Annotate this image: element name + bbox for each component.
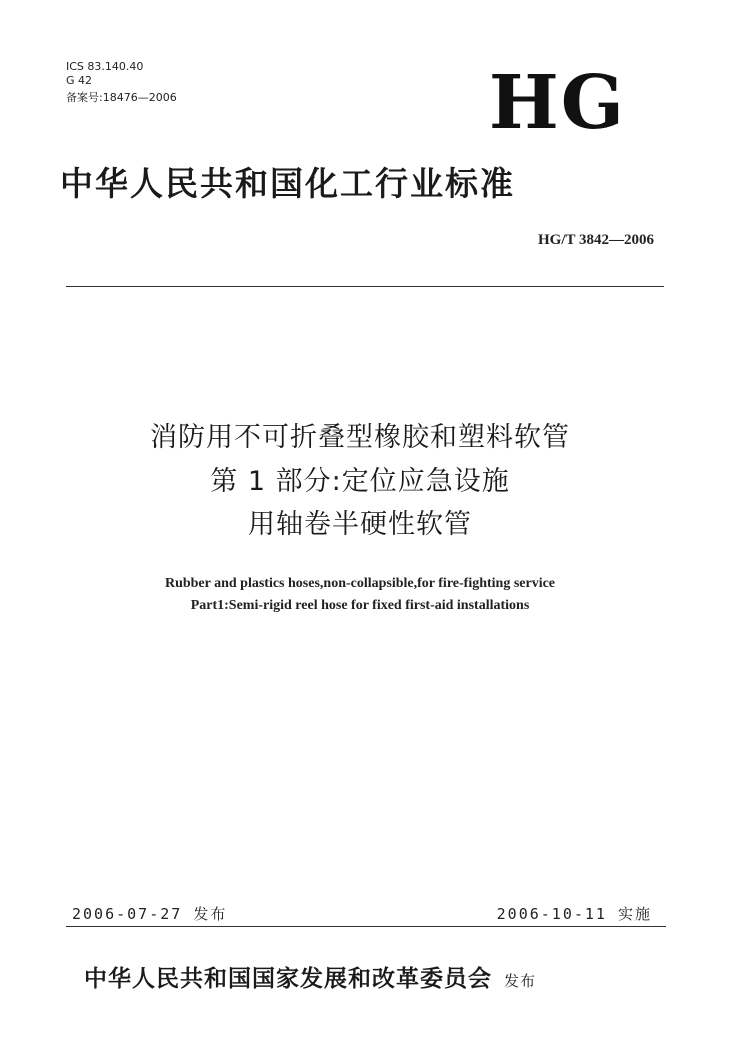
standard-code: HG/T 3842—2006	[538, 232, 654, 248]
english-title-line-1: Rubber and plastics hoses,non-collapsible,for fire-fighting service	[164, 576, 556, 591]
ccs-code: G 42	[66, 74, 93, 87]
publish-date: 2006-07-27 发布	[72, 905, 228, 923]
footer-divider	[66, 926, 666, 927]
filing-number: 备案号:18476—2006	[66, 91, 177, 104]
issuer-suffix: 发布	[504, 972, 537, 990]
issuing-authority	[84, 960, 536, 993]
document-title-line-3: 用轴卷半硬性软管	[248, 509, 472, 540]
issuer-name: 中华人民共和国国家发展和改革委员会	[84, 965, 492, 992]
standard-category-title: 中华人民共和国化工行业标准	[60, 164, 515, 203]
implement-date: 2006-10-11 实施	[496, 905, 652, 923]
document-title-line-1: 消防用不可折叠型橡胶和塑料软管	[150, 422, 570, 453]
ics-code: ICS 83.140.40	[66, 60, 144, 73]
hg-logo: HG	[488, 60, 626, 146]
document-title-line-2: 第 1 部分:定位应急设施	[210, 466, 510, 497]
header-divider	[66, 286, 664, 287]
english-title-line-2: Part1:Semi-rigid reel hose for fixed first-aid installations	[190, 598, 530, 613]
